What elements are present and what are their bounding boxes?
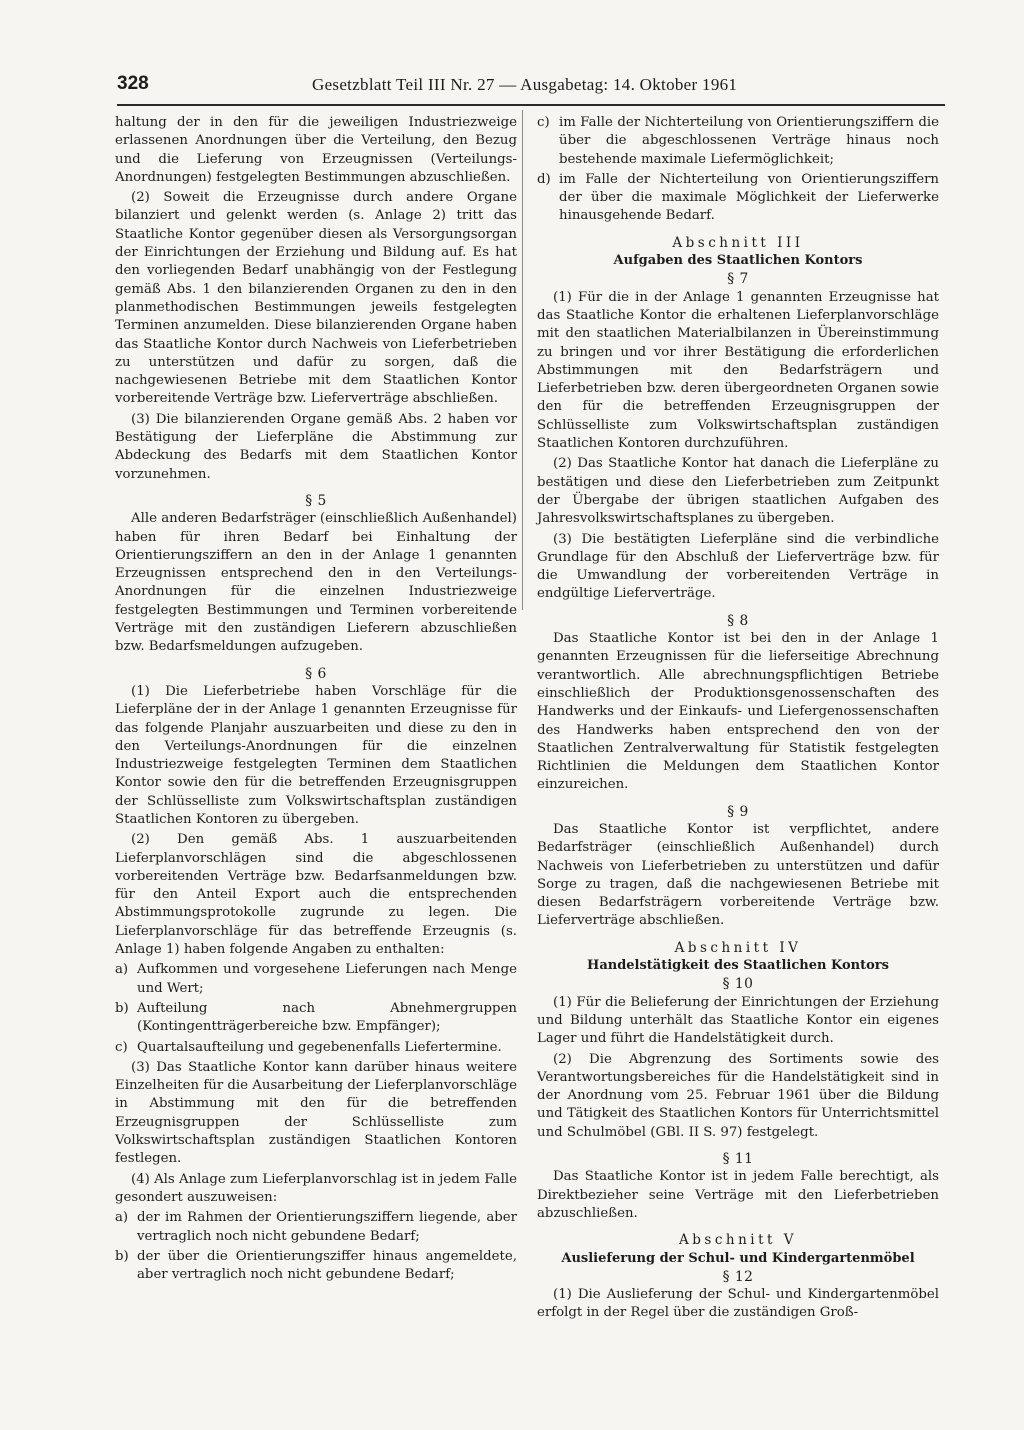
- paragraph: Das Staatliche Kontor ist bei den in der Anlage 1 genannten Erzeugnissen für die lieferseitige Abrechnung verantwortlich. Alle abrechnungspflichtigen Betriebe einschließlich der Produktionsgenossenschaften des Handwerks und der Einkaufs- und Liefergenossenschaften des Handwerks haben entsprechend den von der Staatlichen Zentralverwaltung für Statistik festgelegten Richtlinien die Meldungen dem Staatlichen Kontor einzureichen.: [537, 631, 939, 793]
- chapter-title-3: Aufgaben des Staatlichen Kontors: [613, 253, 863, 269]
- section-heading-5: § 5: [305, 492, 327, 509]
- section-heading-8: § 8: [727, 612, 749, 629]
- section-heading-7: § 7: [727, 271, 749, 288]
- chapter-title-5: Auslieferung der Schul- und Kindergartenmöbel: [561, 1250, 915, 1266]
- paragraph: Das Staatliche Kontor ist in jedem Falle berechtigt, als Direktbezieher seine Verträge mit den Lieferbetrieben abzuschließen.: [537, 1169, 939, 1221]
- section-heading-9: § 9: [727, 803, 749, 820]
- paragraph: (3) Das Staatliche Kontor kann darüber hinaus weitere Einzelheiten für die Ausarbeitung der Lieferplanvorschläge in Abstimmung mit den für die betreffenden Erzeugnisgruppen der Schlüsselliste zum Volkswirtschaftsplan zuständigen Staatlichen Kontoren festlegen.: [115, 1059, 517, 1167]
- paragraph: (1) Die Auslieferung der Schul- und Kindergartenmöbel erfolgt in der Regel über die zuständigen Groß-: [537, 1287, 939, 1321]
- list-text: Aufteilung nach Abnehmergruppen (Kontingentträgerbereiche bzw. Empfänger);: [137, 1000, 517, 1035]
- column-divider: [522, 110, 523, 610]
- chapter-title-4: Handelstätigkeit des Staatlichen Kontors: [587, 958, 889, 974]
- left-column: [115, 114, 517, 1286]
- list-item: [537, 114, 939, 169]
- paragraph: (2) Den gemäß Abs. 1 auszuarbeitenden Lieferplanvorschlägen sind die abgeschlossenen vorbereitenden Verträge bzw. Bedarfsanmeldungen bzw. für den Anteil Export auch die entsprechenden Abstimmungsprotokolle zugrunde zu legen. Die Lieferplanvorschläge für das betreffende Erzeugnis (s. Anlage 1) haben folgende Angaben zu enthalten:: [115, 832, 517, 958]
- paragraph: haltung der in den für die jeweiligen Industriezweige erlassenen Anordnungen über die Verteilung, den Bezug und die Lieferung von Erzeugnissen (Verteilungs-Anordnungen) festgelegten Bestimmungen abzuschließen.: [115, 115, 517, 185]
- list-item: [537, 171, 939, 226]
- list-item: [115, 1000, 517, 1037]
- list-text: der über die Orientierungsziffer hinaus angemeldete, aber vertraglich noch nicht gebundene Bedarf;: [137, 1248, 517, 1283]
- list-item: [115, 1209, 517, 1246]
- list-text: Quartalsaufteilung und gegebenenfalls Liefertermine.: [137, 1039, 502, 1055]
- list-text: Aufkommen und vorgesehene Lieferungen nach Menge und Wert;: [137, 962, 517, 996]
- list-text: der im Rahmen der Orientierungsziffern liegende, aber vertraglich noch nicht gebundene Bedarf;: [137, 1210, 517, 1244]
- page-number: 328: [117, 73, 149, 94]
- chapter-heading-3: Abschnitt III: [672, 234, 804, 251]
- list-text: im Falle der Nichterteilung von Orientierungsziffern der über die maximale Möglichkeit der Lieferwerke hinausgehende Bedarf.: [559, 171, 939, 224]
- paragraph: (4) Als Anlage zum Lieferplanvorschlag ist in jedem Falle gesondert auszuweisen:: [115, 1171, 517, 1205]
- list-letter: d): [537, 171, 551, 187]
- list-letter: c): [115, 1039, 128, 1055]
- chapter-heading-4: Abschnitt IV: [674, 939, 802, 956]
- paragraph: (2) Die Abgrenzung des Sortiments sowie des Verantwortungsbereiches für die Handelstätigkeit sind in der Anordnung vom 25. Februar 1961 über die Bildung und Tätigkeit des Staatlichen Kontors für Unterrichtsmittel und Schulmöbel (GBl. II S. 97) festgelegt.: [537, 1051, 939, 1140]
- section-heading-10: § 10: [722, 976, 754, 993]
- list-letter: b): [115, 1000, 129, 1016]
- paragraph: (1) Für die Belieferung der Einrichtungen der Erziehung und Bildung unterhält das Staatliche Kontor ein eigenes Lager und führt die Handelstätigkeit durch.: [537, 994, 939, 1047]
- section-heading-11: § 11: [722, 1151, 754, 1168]
- section-heading-6: § 6: [305, 665, 327, 682]
- paragraph: Alle anderen Bedarfsträger (einschließlich Außenhandel) haben für ihren Bedarf bei Einhaltung der Orientierungsziffern an den in der Anlage 1 genannten Erzeugnissen entsprechend den in den Verteilungs-Anordnungen für die einzelnen Industriezweige festgelegten Bestimmungen und Terminen vorbereitende Verträge mit den zuständigen Lieferern abzuschließen bzw. Bedarfsmeldungen aufzugeben.: [115, 511, 517, 655]
- paragraph: (1) Für die in der Anlage 1 genannten Erzeugnisse hat das Staatliche Kontor die erhaltenen Lieferplanvorschläge mit den staatlichen Materialbilanzen in Übereinstimmung zu bringen und vor ihrer Bestätigung die erforderlichen Abstimmungen mit den Bedarfsträgern und Lieferbetrieben bzw. deren übergeordneten Organen sowie den für die betreffenden Erzeugnisgruppen der Schlüsselliste zum Volkswirtschaftsplan zuständigen Staatlichen Kontoren durchzuführen.: [537, 289, 939, 452]
- list-item: [115, 1039, 517, 1057]
- paragraph: (3) Die bestätigten Lieferpläne sind die verbindliche Grundlage für den Abschluß der Lieferverträge bzw. für die Umwandlung der vorbereitenden Verträge in endgültige Lieferverträge.: [537, 531, 939, 602]
- section-heading-12: § 12: [722, 1268, 754, 1285]
- paragraph: (3) Die bilanzierenden Organe gemäß Abs. 2 haben vor Bestätigung der Lieferpläne die Abstimmung zur Abdeckung des Bedarfs mit dem Staatlichen Kontor vorzunehmen.: [115, 411, 517, 482]
- header-rule: [117, 104, 945, 106]
- paragraph: (2) Das Staatliche Kontor hat danach die Lieferpläne zu bestätigen und diese den Lieferbetrieben zum Zeitpunkt der Übergabe der übrigen staatlichen Aufgaben des Jahresvolkswirtschaftsplanes zu übergeben.: [537, 456, 939, 527]
- paragraph: (2) Soweit die Erzeugnisse durch andere Organe bilanziert und gelenkt werden (s. Anlage 2) tritt das Staatliche Kontor gegenüber diesen als Versorgungsorgan der Einrichtungen der Erziehung und Bildung auf. Es hat den vorliegenden Bedarf unabhängig von der Festlegung gemäß Abs. 1 den bilanzierenden Organen zu den in den planmethodischen Bestimmungen jeweils festgelegten Terminen anzumelden. Diese bilanzierenden Organe haben das Staatliche Kontor durch Nachweis von Lieferbetrieben zu unterstützen und dafür zu sorgen, daß die nachgewiesenen Betriebe mit dem Staatlichen Kontor vorbereitende Verträge bzw. Lieferverträge abschließen.: [115, 190, 517, 407]
- running-title: Gesetzblatt Teil III Nr. 27 — Ausgabetag: 14. Oktober 1961: [312, 75, 738, 94]
- chapter-heading-5: Abschnitt V: [679, 1232, 797, 1249]
- list-letter: a): [115, 962, 129, 978]
- paragraph: Das Staatliche Kontor ist verpflichtet, andere Bedarfsträger (einschließlich Außenhandel) durch Nachweis von Lieferbetrieben zu unterstützen und dafür Sorge zu tragen, daß die nachgewiesenen Betriebe mit diesen Bedarfsträgern vorbereitende Verträge bzw. Lieferverträge abschließen.: [537, 821, 939, 929]
- list-letter: b): [115, 1248, 129, 1264]
- page-header: [117, 73, 945, 101]
- list-letter: c): [537, 115, 550, 130]
- list-item: [115, 1248, 517, 1285]
- list-item: [115, 961, 517, 998]
- list-letter: a): [115, 1210, 129, 1226]
- list-text: im Falle der Nichterteilung von Orientierungsziffern die über die abgeschlossenen Verträge hinaus noch bestehende maximale Liefermöglichkeit;: [559, 115, 939, 167]
- paragraph: (1) Die Lieferbetriebe haben Vorschläge für die Lieferpläne der in der Anlage 1 genannten Erzeugnisse für das folgende Planjahr auszuarbeiten und diese zu den in den Verteilungs-Anordnungen für die einzelnen Industriezweige festgelegten Terminen dem Staatlichen Kontor sowie den für die betreffenden Erzeugnisgruppen der Schlüsselliste zum Volkswirtschaftsplan zuständigen Staatlichen Kontoren zu übergeben.: [115, 683, 517, 827]
- right-column: [537, 114, 939, 1325]
